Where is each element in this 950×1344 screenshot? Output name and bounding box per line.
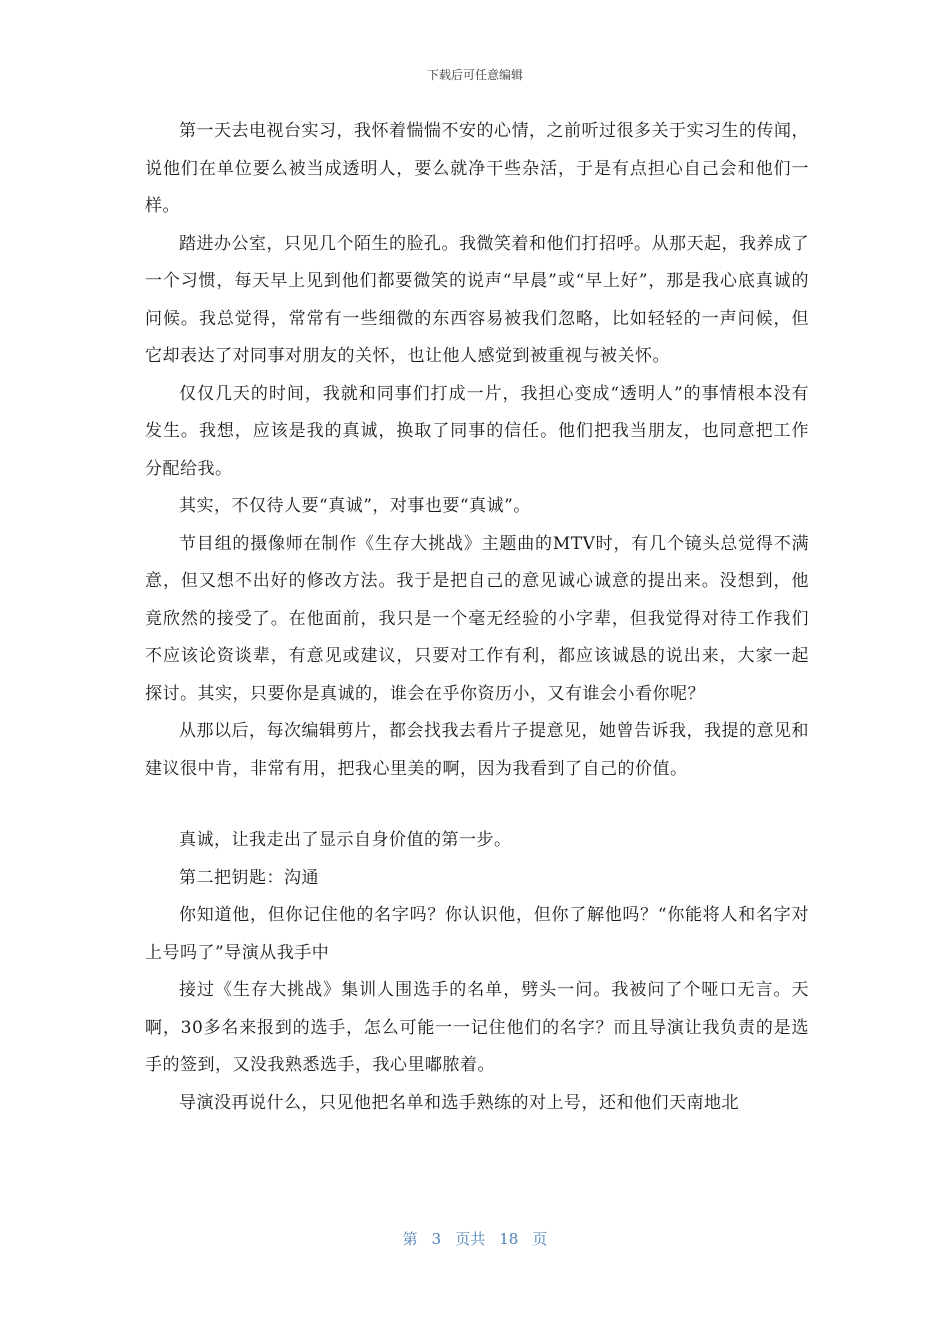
paragraph-3: 仅仅几天的时间，我就和同事们打成一片，我担心变成“透明人”的事情根本没有发生。我想，应该是我的真诚，换取了同事的信任。他们把我当朋友，也同意把工作分配给我。 [145, 383, 809, 479]
paragraph-4: 其实，不仅待人要“真诚”，对事也要“真诚”。 [179, 496, 531, 516]
paragraph-8: 你知道他，但你记住他的名字吗？你认识他，但你了解他吗？“你能将人和名字对上号吗了”导演从我手中 [145, 905, 809, 963]
paragraph-1: 第一天去电视台实习，我怀着惴惴不安的心情，之前听过很多关于实习生的传闻，说他们在单位要么被当成透明人，要么就净干些杂活，于是有点担心自己会和他们一样。 [145, 121, 809, 216]
document-body [145, 113, 809, 1122]
section-heading: 第二把钥匙：沟通 [179, 867, 319, 888]
page-label-suffix: 页 [532, 1230, 548, 1248]
paragraph-5: 节目组的摄像师在制作《生存大挑战》主题曲的MTV时，有几个镜头总觉得不满意，但又想不出好的修改方法。我于是把自己的意见诚心诚意的提出来。没想到，他竟欣然的接受了。在他面前，我只是一个毫无经验的小字辈，但我觉得对待工作我们不应该论资谈辈，有意见或建议，只要对工作有利，都应该诚恳的说出来，大家一起探讨。其实，只要你是真诚的，谁会在乎你资历小，又有谁会小看你呢？ [145, 533, 809, 704]
page-label-middle: 页共 [455, 1230, 486, 1248]
page-total: 18 [499, 1230, 519, 1248]
paragraph-gap [145, 788, 809, 822]
paragraph-7: 真诚，让我走出了显示自身价值的第一步。 [179, 830, 512, 850]
page-number: 3 [431, 1230, 442, 1248]
paragraph-2: 踏进办公室，只见几个陌生的脸孔。我微笑着和他们打招呼。从那天起，我养成了一个习惯，每天早上见到他们都要微笑的说声“早晨”或“早上好”，那是我心底真诚的问候。我总觉得，常常有一些细微的东西容易被我们忽略，比如轻轻的一声问候，但它却表达了对同事对朋友的关怀，也让他人感觉到被重视与被关怀。 [145, 233, 809, 366]
paragraph-10: 导演没再说什么，只见他把名单和选手熟练的对上号，还和他们天南地北 [179, 1092, 739, 1113]
page-footer [0, 1228, 950, 1249]
paragraph-9: 接过《生存大挑战》集训人围选手的名单，劈头一问。我被问了个哑口无言。天啊，30多名来报到的选手，怎么可能一一记住他们的名字？而且导演让我负责的是选手的签到，又没我熟悉选手，我心里嘟脓着。 [145, 980, 809, 1075]
page-label-prefix: 第 [402, 1230, 418, 1248]
paragraph-6: 从那以后，每次编辑剪片，都会找我去看片子提意见，她曾告诉我，我提的意见和建议很中肯，非常有用，把我心里美的啊，因为我看到了自己的价值。 [145, 721, 809, 779]
page-header-note: 下载后可任意编辑 [426, 68, 523, 82]
